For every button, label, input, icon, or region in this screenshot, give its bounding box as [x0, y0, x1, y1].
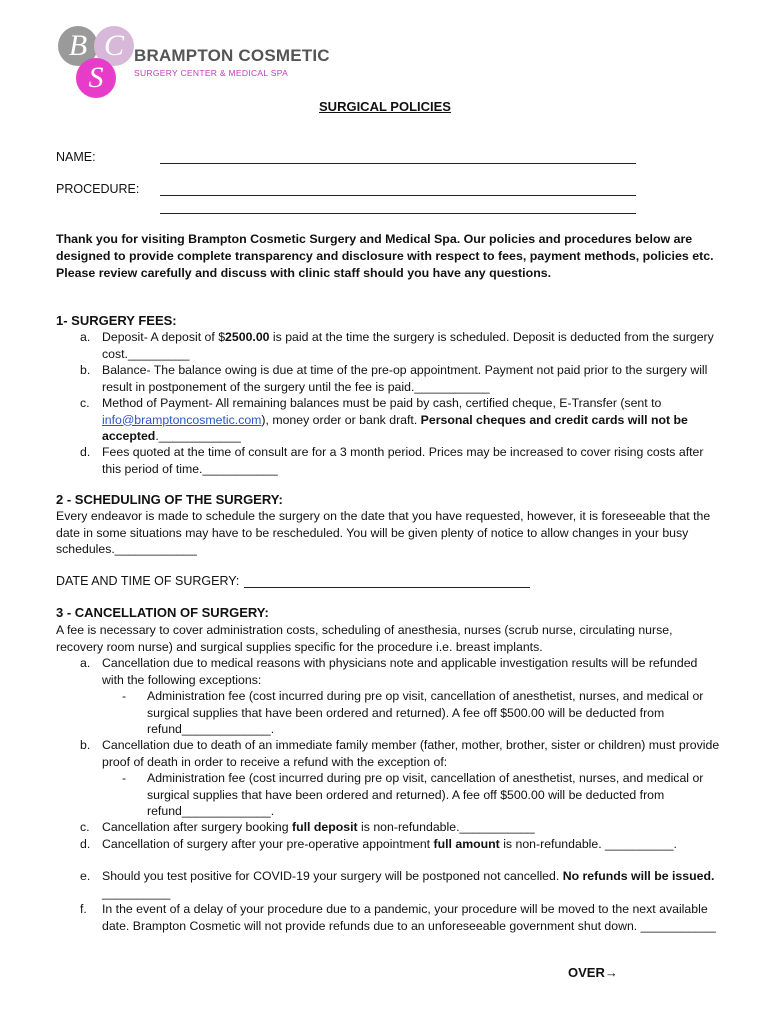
fee-item-d: d. Fees quoted at the time of consult are for a 3 month period. Prices may be increased to cover rising costs after this period of time.___________: [80, 445, 704, 476]
logo-subtitle: SURGERY CENTER & MEDICAL SPA: [134, 68, 289, 78]
cancel-item-b: b. Cancellation due to death of an immediate family member (father, mother, brother, sister or children) must provide proof of death in order to receive a refund with the exception of:: [80, 738, 720, 769]
name-label: NAME:: [56, 150, 96, 164]
name-field[interactable]: [160, 163, 636, 164]
procedure-field-line-2[interactable]: [160, 213, 636, 214]
cancel-item-d: d. Cancellation of surgery after your pre-operative appointment full amount is non-refundable. __________.: [80, 837, 677, 851]
deposit-amount: 2500.00: [225, 330, 270, 344]
logo-circle-magenta: [76, 58, 116, 98]
clinic-logo: [56, 24, 336, 102]
cancel-item-f: f. In the event of a delay of your procedure due to a pandemic, your procedure will be moved to the next available date. Brampton Cosmetic will not provide refunds due to an unforeseeable government shut down. ___________: [80, 902, 716, 933]
logo-brand-name: BRAMPTON COSMETIC: [134, 46, 330, 65]
logo-letter-s: S: [88, 61, 104, 94]
cancel-item-a-exception: - Administration fee (cost incurred during pre op visit, cancellation of anesthetist, nurses, and medical or surgical supplies that have been ordered and returned). A fee off $500.00 will be deducted from refund_____________.: [122, 689, 704, 736]
fee-item-a: a. Deposit- A deposit of $2500.00 is paid at the time the surgery is scheduled. Deposit is deducted from the surgery cost._________: [80, 330, 714, 361]
item-label: a.: [80, 330, 91, 344]
section-surgery-fees-heading: 1- SURGERY FEES:: [56, 313, 177, 328]
logo-letter-b: B: [68, 29, 88, 62]
over-indicator: OVER→: [568, 965, 618, 980]
cancel-item-b-exception: - Administration fee (cost incurred during pre op visit, cancellation of anesthetist, nurses, and medical or surgical supplies that have been ordered and returned). A fee off $500.00 will be deducted from refund_____________.: [122, 771, 704, 818]
logo-letter-c: C: [103, 29, 124, 62]
procedure-field-line-1[interactable]: [160, 195, 636, 196]
cancel-item-e: e. Should you test positive for COVID-19 your surgery will be postponed not cancelled. No refunds will be issued. __________: [80, 869, 715, 900]
cancel-item-a: a. Cancellation due to medical reasons with physicians note and applicable investigation results will be refunded with the following exceptions:: [80, 656, 698, 687]
date-time-label: DATE AND TIME OF SURGERY:: [56, 574, 240, 588]
procedure-label: PROCEDURE:: [56, 182, 140, 196]
cancellation-intro: A fee is necessary to cover administration costs, scheduling of anesthesia, nurses (scrub nurse, circulating nurse, recovery room nurse) and surgical supplies specific for the procedure i.e. breast implants.: [56, 623, 673, 654]
section-cancellation-heading: 3 - CANCELLATION OF SURGERY:: [56, 605, 269, 620]
scheduling-paragraph: Every endeavor is made to schedule the surgery on the date that you have requested, however, it is foreseeable that the date in some situations may have to be rescheduled. You will be given plenty of notice to allow changes in your busy schedules.____________: [56, 509, 711, 556]
date-time-field[interactable]: [244, 587, 530, 588]
section-scheduling-heading: 2 - SCHEDULING OF THE SURGERY:: [56, 492, 283, 507]
intro-paragraph: Thank you for visiting Brampton Cosmetic Surgery and Medical Spa. Our policies and procedures below are designed to provide complete transparency and disclosure with respect to fees, payment methods, policies etc. Please review carefully and discuss with clinic staff should you have any questions.: [56, 232, 714, 280]
fee-item-b: b. Balance- The balance owing is due at time of the pre-op appointment. Payment not paid prior to the surgery will result in postponement of the surgery until the fee is paid.___________: [80, 363, 708, 394]
cancel-item-c: c. Cancellation after surgery booking full deposit is non-refundable.___________: [80, 820, 535, 834]
page-title: SURGICAL POLICIES: [319, 99, 451, 114]
email-link[interactable]: info@bramptoncosmetic.com: [102, 412, 262, 427]
fee-item-c: c. Method of Payment- All remaining balances must be paid by cash, certified cheque, E-Transfer (sent to info@bramptoncosmetic.com), money order or bank draft. Personal cheques and credit cards will not be accepted.____________: [80, 396, 688, 443]
